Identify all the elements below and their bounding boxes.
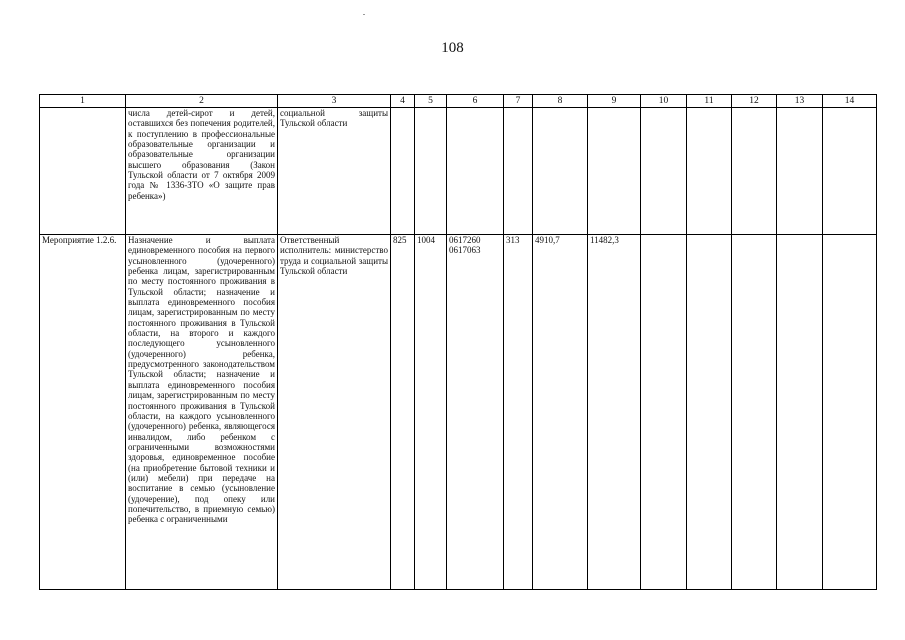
value-cell	[588, 108, 641, 235]
target-article-code: 0617063	[449, 245, 481, 256]
target-article-cell	[447, 108, 504, 235]
value-cell	[641, 108, 687, 235]
page-number: 108	[441, 40, 464, 56]
col-header: 6	[447, 95, 504, 108]
col-header: 7	[504, 95, 533, 108]
value-cell	[823, 235, 877, 590]
value-cell	[732, 108, 777, 235]
value-cell	[641, 235, 687, 590]
scan-speck	[363, 14, 365, 15]
section-cell: 1004	[415, 235, 447, 590]
description-cell: числа детей-сирот и детей, оставшихся без попечения родителей, к поступлению в профессиональные образовательные организации и образовательные организации высшего образования (Закон Тульской области от 7 октября 2009 года № 1336-ЗТО «О защите прав ребенка»)	[126, 108, 278, 235]
col-header: 9	[588, 95, 641, 108]
col-header: 11	[687, 95, 732, 108]
value-cell	[732, 235, 777, 590]
header-row	[40, 95, 877, 108]
description-cell: Назначение и выплата единовременного пособия на первого усыновленного (удочеренного) ребенка лицам, зарегистрированным по месту постоянного проживания в Тульской области; назначение и выплата единовременного пособия лицам, зарегистрированным по месту постоянного проживания в Тульской области, на второго и каждого последующего усыновленного (удочеренного) ребенка, предусмотренного законодательством Тульской области; назначение и выплата единовременного пособия лицам, зарегистрированным по месту постоянного проживания в Тульской области, на каждого усыновленного (удочеренного) ребенка, являющегося инвалидом, либо ребенком с ограниченными возможностями здоровья, единовременное пособие (на приобретение бытовой техники и (или) мебели) при передаче на воспитание в семью (усыновление (удочерение), под опеку или попечительство, в приемную семью) ребенка с ограниченными	[126, 235, 278, 590]
col-header: 5	[415, 95, 447, 108]
value-cell	[777, 108, 823, 235]
value-cell: 4910,7	[533, 235, 588, 590]
expense-type-cell: 313	[504, 235, 533, 590]
table-row	[40, 235, 877, 590]
measure-cell	[40, 108, 126, 235]
executor-cell: Ответственный исполнитель: министерство труда и социальной защиты Тульской области	[278, 235, 391, 590]
col-header: 10	[641, 95, 687, 108]
col-header: 4	[391, 95, 415, 108]
section-cell	[415, 108, 447, 235]
col-header: 8	[533, 95, 588, 108]
value-cell	[823, 108, 877, 235]
grbs-cell	[391, 108, 415, 235]
value-cell	[687, 108, 732, 235]
table-row	[40, 108, 877, 235]
value-cell	[533, 108, 588, 235]
col-header: 2	[126, 95, 278, 108]
col-header: 13	[777, 95, 823, 108]
executor-cell: социальной защиты Тульской области	[278, 108, 391, 235]
program-table	[39, 94, 877, 590]
value-cell: 11482,3	[588, 235, 641, 590]
expense-type-cell	[504, 108, 533, 235]
measure-cell: Мероприятие 1.2.6.	[40, 235, 126, 590]
col-header: 1	[40, 95, 126, 108]
value-cell	[687, 235, 732, 590]
col-header: 14	[823, 95, 877, 108]
grbs-cell: 825	[391, 235, 415, 590]
col-header: 12	[732, 95, 777, 108]
target-article-cell	[447, 235, 504, 590]
col-header: 3	[278, 95, 391, 108]
target-article-code: 0617260	[449, 235, 481, 245]
value-cell	[777, 235, 823, 590]
